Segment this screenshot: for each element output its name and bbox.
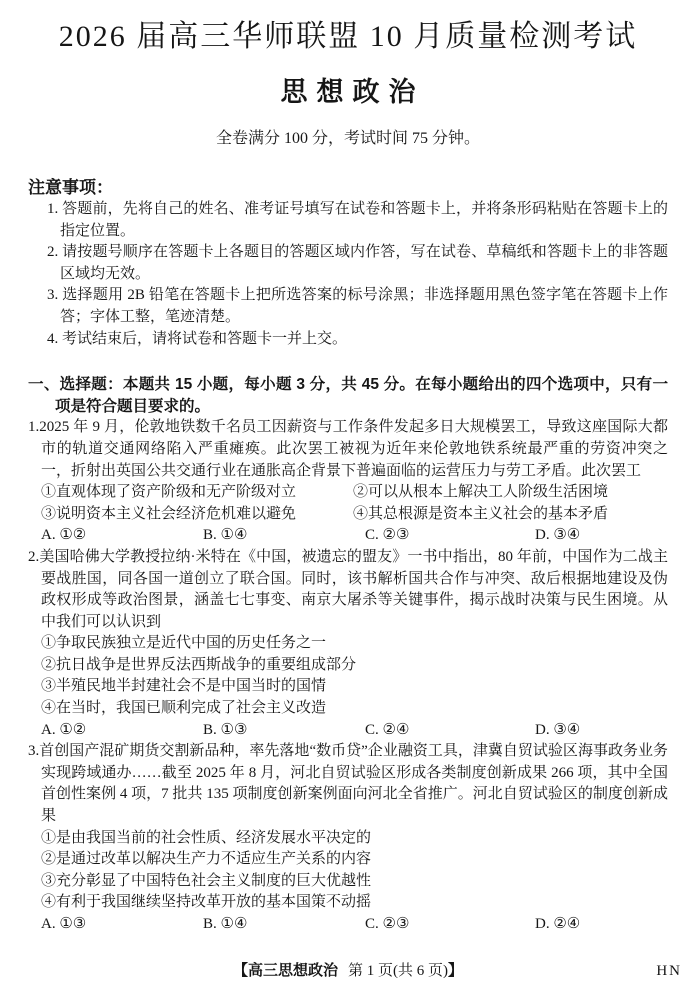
choice-d: D. ②④	[535, 916, 581, 932]
statement-1: ①争取民族独立是近代中国的历史任务之一	[41, 635, 327, 652]
statement-1: ①直观体现了资产阶级和无产阶级对立	[41, 484, 297, 501]
choice-c: C. ②③	[365, 916, 410, 932]
notice-item: 2. 请按题号顺序在答题卡上各题目的答题区域内作答，写在试卷、草稿纸和答题卡上的非答题区域均无效。	[47, 244, 668, 282]
question-3	[28, 741, 668, 935]
statement-2: ②抗日战争是世界反法西斯战争的重要组成部分	[41, 656, 357, 673]
footer-page-number: 第 1 页(共 6 页)	[348, 963, 448, 979]
question-number: 1.	[28, 419, 40, 436]
exam-subject: 思想政治	[280, 77, 425, 107]
notice-heading: 注意事项：	[28, 178, 113, 197]
question-number: 2.	[28, 548, 40, 565]
notice-item: 1. 答题前，先将自己的姓名、准考证号填写在试卷和答题卡上，并将条形码粘贴在答题卡上的指定位置。	[47, 201, 668, 239]
statement-2: ②可以从根本上解决工人阶级生活困境	[353, 484, 609, 501]
footer-paper-code: HN	[656, 963, 682, 979]
question-statements	[41, 482, 668, 525]
question-stem	[28, 547, 668, 633]
question-statements	[41, 828, 668, 914]
question-stem-text: 首创国产混矿期货交割新品种，率先落地“数币贷”企业融资工具，津冀自贸试验区海事政务业务实现跨域通办……截至 2025 年 8 月，河北自贸试验区形成各类制度创新成果 266 项，其中全国首创性案例 4 项，7 批共 135 项制度创新案例面向河北全省推广。河北自贸试验区的制度创新成果	[39, 743, 668, 825]
statement-4: ④在当时，我国已顺利完成了社会主义改造	[41, 700, 327, 717]
choice-c: C. ②③	[365, 527, 410, 544]
choice-d: D. ③④	[535, 721, 581, 738]
answer-choices	[41, 720, 668, 742]
choice-d: D. ③④	[535, 527, 581, 544]
answer-choices	[41, 914, 668, 936]
question-2	[28, 547, 668, 741]
choice-b: B. ①④	[203, 916, 248, 932]
question-1	[28, 417, 668, 547]
question-stem	[28, 417, 668, 482]
footer-bracket-left: 【	[232, 962, 248, 979]
exam-info-line: 全卷满分 100 分，考试时间 75 分钟。	[215, 130, 480, 147]
statement-3: ③半殖民地半封建社会不是中国当时的国情	[41, 678, 327, 695]
statement-3: ③充分彰显了中国特色社会主义制度的巨大优越性	[41, 872, 372, 889]
choice-c: C. ②④	[365, 721, 410, 738]
question-stem	[28, 741, 668, 827]
choice-a: A. ①②	[41, 721, 87, 738]
choice-b: B. ①④	[203, 527, 248, 544]
statement-1: ①是由我国当前的社会性质、经济发展水平决定的	[41, 829, 372, 846]
answer-choices	[41, 525, 668, 547]
choice-b: B. ①③	[203, 721, 248, 738]
question-stem-text: 美国哈佛大学教授拉纳·米特在《中国，被遗忘的盟友》一书中指出，80 年前，中国作为二战主要战胜国，同各国一道创立了联合国。同时，该书解析国共合作与冲突、敌后根据地建设及伪政权形成等政治图景，涵盖七七事变、南京大屠杀等关键事件，揭示战时决策与民生困境。从中我们可以认识到	[39, 548, 668, 630]
notice-item: 3. 选择题用 2B 铅笔在答题卡上把所选答案的标号涂黑；非选择题用黑色签字笔在答题卡上作答；字体工整，笔迹清楚。	[47, 287, 668, 325]
page-footer	[0, 961, 696, 981]
statement-3: ③说明资本主义社会经济危机难以避免	[41, 505, 297, 522]
page-title: 2026 届高三华师联盟 10 月质量检测考试	[58, 20, 638, 53]
statement-4: ④其总根源是资本主义社会的基本矛盾	[353, 505, 609, 522]
choice-a: A. ①②	[41, 527, 87, 544]
section-one-heading: 一、选择题：本题共 15 小题，每小题 3 分，共 45 分。在每小题给出的四个选项中，只有一项是符合题目要求的。	[28, 376, 668, 415]
statement-4: ④有利于我国继续坚持改革开放的基本国策不动摇	[41, 894, 372, 911]
choice-a: A. ①③	[41, 916, 87, 932]
footer-doc-label: 高三思想政治	[247, 962, 338, 979]
footer-bracket-right: 】	[448, 962, 464, 979]
question-stem-text: 2025 年 9 月，伦敦地铁数千名员工因薪资与工作条件发起多日大规模罢工，导致这座国际大都市的轨道交通网络陷入严重瘫痪。此次罢工被视为近年来伦敦地铁系统最严重的劳资冲突之一，折射出英国公共交通行业在通胀高企背景下普遍面临的运营压力与劳工矛盾。此次罢工	[39, 419, 668, 479]
statement-2: ②是通过改革以解决生产力不适应生产关系的内容	[41, 851, 372, 868]
question-number: 3.	[28, 743, 40, 760]
question-statements	[41, 633, 668, 719]
notice-list	[28, 199, 668, 350]
notice-item: 4. 考试结束后，请将试卷和答题卡一并上交。	[47, 330, 348, 347]
